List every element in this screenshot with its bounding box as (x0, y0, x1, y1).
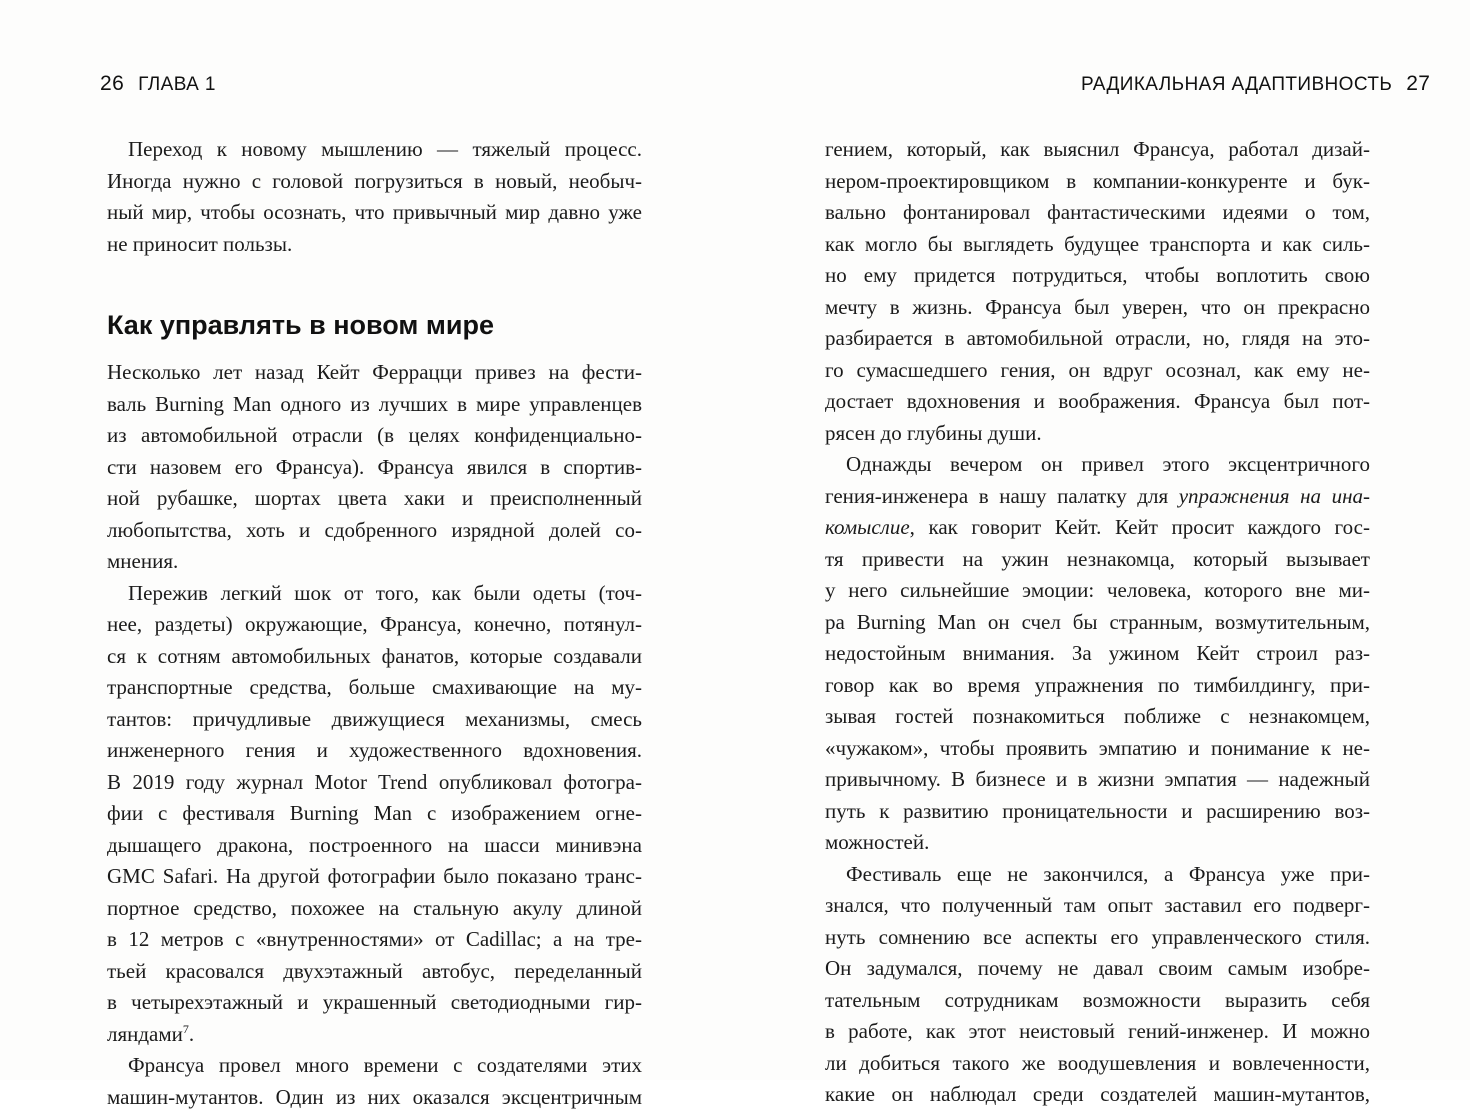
text-line: тьей красовался двухэтажный автобус, переделанный (107, 956, 642, 988)
text-line: в работе, как этот неистовый гений-инженер. И можно (825, 1016, 1370, 1048)
text-line: тя привести на ужин незнакомца, который вызывает (825, 544, 1370, 576)
text-line: тательным сотрудникам возможности выразить себя (825, 985, 1370, 1017)
text-line: говор как во время упражнения по тимбилдингу, при- (825, 670, 1370, 702)
text-line: Однажды вечером он привел этого эксцентричного (825, 449, 1370, 481)
text-line: транспортные средства, больше смахивающие на му- (107, 672, 642, 704)
text-line-with-footnote (107, 1019, 642, 1051)
text-line: мнения. (107, 546, 642, 578)
text-line: Переход к новому мышлению — тяжелый процесс. (107, 134, 642, 166)
left-page-number: 26 (100, 72, 124, 95)
italic-term: упражнения на ина- (1179, 484, 1370, 508)
text-line: ный мир, чтобы осознать, что привычный мир давно уже (107, 197, 642, 229)
text-line: мечту в жизнь. Франсуа был уверен, что он прекрасно (825, 292, 1370, 324)
text-line: фии с фестиваля Burning Man с изображением огне- (107, 798, 642, 830)
text-line: вально фонтанировал фантастическими идеями о том, (825, 197, 1370, 229)
spacer (107, 260, 642, 299)
text-line: можностей. (825, 827, 1370, 859)
text-line: Иногда нужно с головой погрузиться в новый, необыч- (107, 166, 642, 198)
text-line: любопытства, хоть и сдобренного изрядной долей со- (107, 515, 642, 547)
text-line: нуть сомнению все аспекты его управленческого стиля. (825, 922, 1370, 954)
text-fragment: . (189, 1022, 194, 1046)
left-page-body (107, 134, 642, 1113)
text-line: валь Burning Man одного из лучших в мире управленцев (107, 389, 642, 421)
text-line: Несколько лет назад Кейт Феррацци привез на фести- (107, 357, 642, 389)
text-line: В 2019 году журнал Motor Trend опубликовал фотогра- (107, 767, 642, 799)
section-heading: Как управлять в новом мире (107, 299, 642, 357)
text-line: в 12 метров с «внутренностями» от Cadillac; а на тре- (107, 924, 642, 956)
text-fragment: гения-инженера в нашу палатку для (825, 484, 1179, 508)
text-line: не приносит пользы. (107, 229, 642, 261)
text-line: ся к сотням автомобильных фанатов, которые создавали (107, 641, 642, 673)
text-line: путь к развитию проницательности и расширению воз- (825, 796, 1370, 828)
text-line: гением, который, как выяснил Франсуа, работал дизай- (825, 134, 1370, 166)
text-line: достает вдохновения и воображения. Франсуа был пот- (825, 386, 1370, 418)
text-line: Он задумался, почему не давал своим самым изобре- (825, 953, 1370, 985)
text-line: машин-мутантов. Один из них оказался эксцентричным (107, 1082, 642, 1113)
text-line: GMC Safari. На другой фотографии было показано транс- (107, 861, 642, 893)
text-line-mixed (825, 481, 1370, 513)
footnote-marker: 7 (183, 1022, 189, 1036)
text-line: ной рубашке, шортах цвета хаки и преисполненный (107, 483, 642, 515)
text-line: тантов: причудливые движущиеся механизмы, смесь (107, 704, 642, 736)
text-line: сти назовем его Франсуа). Франсуа явился в спортив- (107, 452, 642, 484)
text-line: портное средство, похожее на стальную акулу длиной (107, 893, 642, 925)
text-line: из автомобильной отрасли (в целях конфиденциально- (107, 420, 642, 452)
text-line: го сумасшедшего гения, он вдруг осознал, как ему не- (825, 355, 1370, 387)
right-page-number: 27 (1406, 72, 1430, 95)
text-line: нее, раздеты) окружающие, Франсуа, конечно, потянул- (107, 609, 642, 641)
text-line: дышащего дракона, построенного на шасси минивэна (107, 830, 642, 862)
right-page-body (825, 134, 1370, 1111)
text-line: как могло бы выглядеть будущее транспорта и как силь- (825, 229, 1370, 261)
text-fragment: , как говорит Кейт. Кейт просит каждого гос- (910, 515, 1370, 539)
right-running-header (1081, 72, 1430, 96)
text-line: Франсуа провел много времени с создателями этих (107, 1050, 642, 1082)
text-line: «чужаком», чтобы проявить эмпатию и понимание к не- (825, 733, 1370, 765)
text-line: но ему придется потрудиться, чтобы воплотить свою (825, 260, 1370, 292)
text-line: зывая гостей познакомиться поближе с незнакомцем, (825, 701, 1370, 733)
text-line: нером-проектировщиком в компании-конкуренте и бук- (825, 166, 1370, 198)
text-line: недостойным внимания. За ужином Кейт строил раз- (825, 638, 1370, 670)
text-line: рясен до глубины души. (825, 418, 1370, 450)
right-page (735, 0, 1470, 1080)
text-line: какие он наблюдал среди создателей машин-мутантов, (825, 1079, 1370, 1111)
text-line-mixed (825, 512, 1370, 544)
text-line: Фестиваль еще не закончился, а Франсуа уже при- (825, 859, 1370, 891)
text-line: привычному. В бизнесе и в жизни эмпатия — надежный (825, 764, 1370, 796)
text-fragment: ляндами (107, 1022, 183, 1046)
text-line: знался, что полученный там опыт заставил его подверг- (825, 890, 1370, 922)
text-line: в четырехэтажный и украшенный светодиодными гир- (107, 987, 642, 1019)
text-line: ра Burning Man он счел бы странным, возмутительным, (825, 607, 1370, 639)
left-page (0, 0, 735, 1080)
italic-term: комыслие (825, 515, 910, 539)
text-line: ли добиться такого же воодушевления и вовлеченности, (825, 1048, 1370, 1080)
left-running-header (100, 72, 216, 96)
text-line: у него сильнейшие эмоции: человека, которого вне ми- (825, 575, 1370, 607)
text-line: разбирается в автомобильной отрасли, но, глядя на это- (825, 323, 1370, 355)
text-line: инженерного гения и художественного вдохновения. (107, 735, 642, 767)
left-running-head: ГЛАВА 1 (138, 74, 216, 95)
right-running-head: РАДИКАЛЬНАЯ АДАПТИВНОСТЬ (1081, 74, 1392, 95)
text-line: Пережив легкий шок от того, как были одеты (точ- (107, 578, 642, 610)
